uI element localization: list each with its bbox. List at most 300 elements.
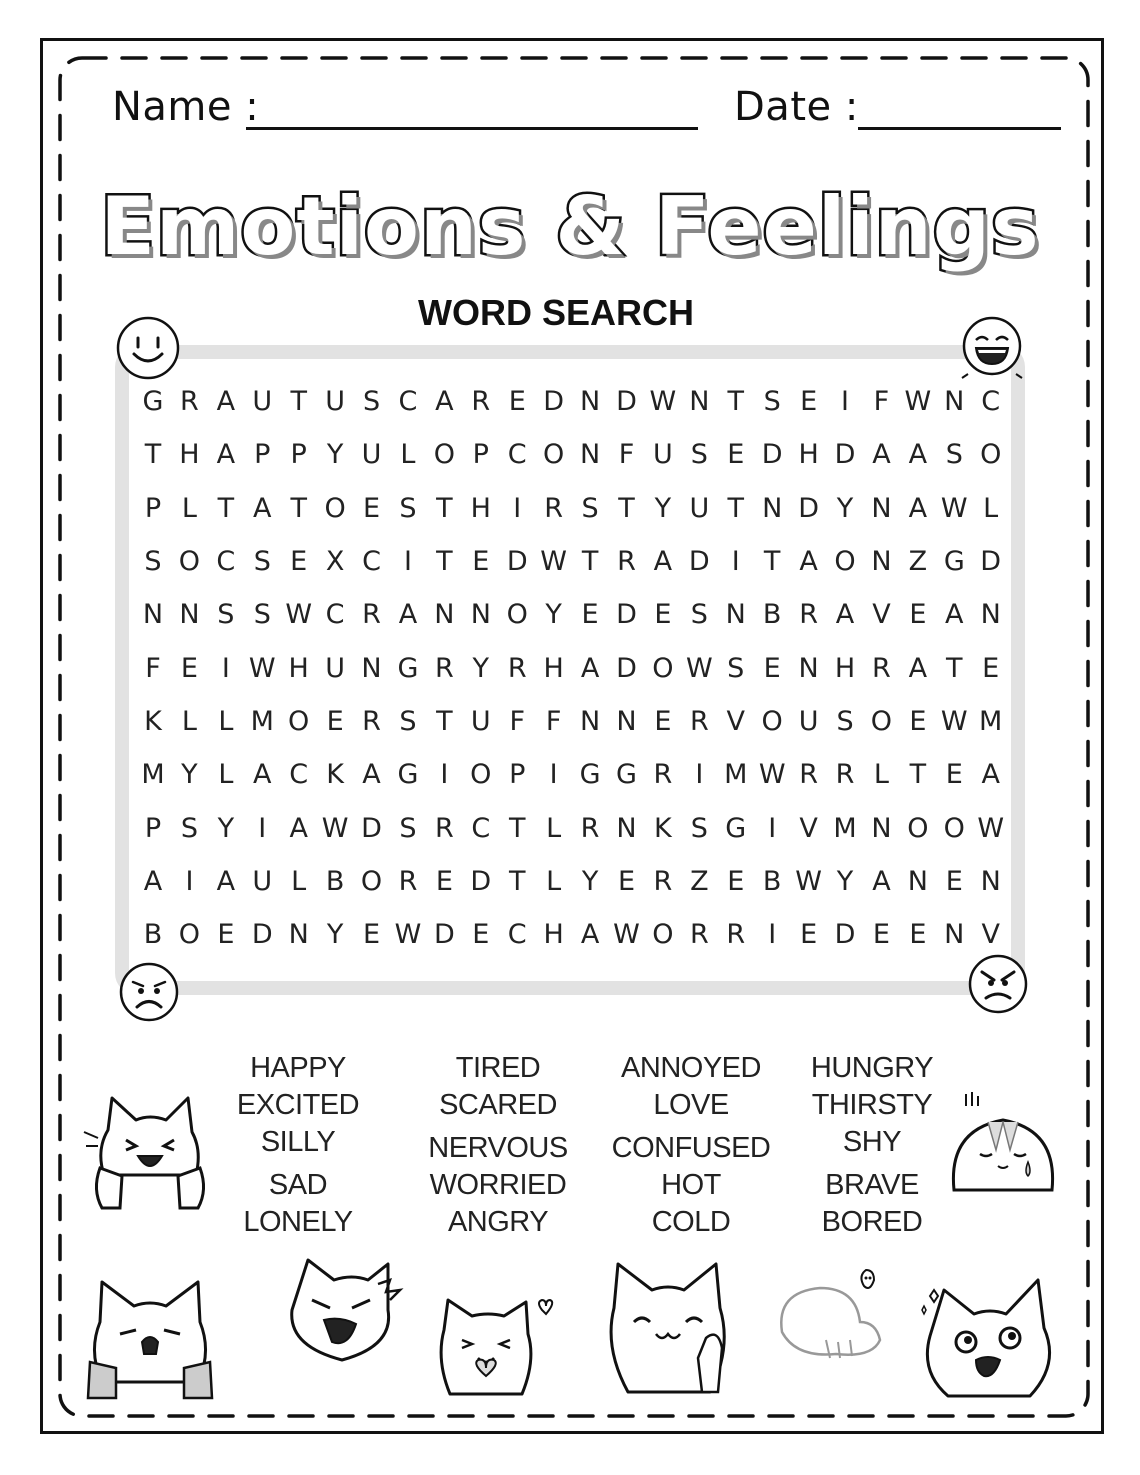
grid-letter[interactable]: P: [509, 759, 526, 791]
grid-letter[interactable]: U: [689, 492, 710, 524]
grid-letter[interactable]: N: [689, 386, 710, 418]
grid-letter[interactable]: D: [834, 439, 856, 471]
grid-letter[interactable]: R: [799, 599, 818, 631]
grid-letter[interactable]: U: [470, 705, 491, 737]
grid-letter[interactable]: D: [543, 386, 565, 418]
grid-letter[interactable]: N: [142, 599, 164, 631]
grid-letter[interactable]: T: [727, 492, 744, 524]
grid-letter[interactable]: U: [361, 439, 382, 471]
grid-letter[interactable]: E: [909, 705, 927, 737]
grid-letter[interactable]: S: [253, 546, 271, 578]
grid-letter[interactable]: L: [546, 865, 562, 897]
grid-letter[interactable]: P: [290, 439, 307, 471]
grid-letter[interactable]: N: [579, 386, 601, 418]
grid-letter[interactable]: O: [178, 919, 201, 951]
grid-letter[interactable]: C: [289, 759, 309, 791]
grid-letter[interactable]: E: [435, 865, 453, 897]
grid-letter[interactable]: S: [690, 599, 708, 631]
grid-letter[interactable]: A: [435, 386, 454, 418]
grid-letter[interactable]: G: [943, 546, 965, 578]
grid-letter[interactable]: S: [399, 705, 417, 737]
grid-letter[interactable]: S: [690, 439, 708, 471]
grid-letter[interactable]: D: [251, 919, 273, 951]
grid-letter[interactable]: A: [908, 439, 928, 471]
grid-letter[interactable]: I: [513, 492, 522, 524]
grid-letter[interactable]: T: [909, 759, 927, 791]
word-item: SCARED: [439, 1089, 557, 1121]
grid-letter[interactable]: R: [507, 652, 527, 684]
grid-letter[interactable]: C: [471, 812, 491, 844]
grid-letter[interactable]: E: [654, 599, 672, 631]
grid-letter[interactable]: O: [834, 546, 856, 578]
grid-letter[interactable]: M: [250, 705, 274, 737]
word-item: ANGRY: [447, 1206, 549, 1238]
grid-letter[interactable]: U: [798, 705, 819, 737]
grid-letter[interactable]: C: [216, 546, 236, 578]
grid-letter[interactable]: A: [289, 812, 308, 844]
grid-letter[interactable]: S: [690, 812, 708, 844]
grid-letter[interactable]: S: [217, 599, 235, 631]
grid-letter[interactable]: A: [143, 865, 163, 897]
grid-letter[interactable]: L: [400, 439, 416, 471]
grid-letter[interactable]: K: [654, 812, 672, 844]
grid-letter[interactable]: I: [221, 652, 230, 684]
heart-cat-icon: [432, 1280, 562, 1398]
grid-letter[interactable]: O: [178, 546, 201, 578]
grid-letter[interactable]: C: [325, 599, 345, 631]
grid-letter[interactable]: E: [982, 652, 1000, 684]
grid-letter[interactable]: N: [579, 705, 601, 737]
grid-letter[interactable]: E: [872, 919, 890, 951]
grid-letter[interactable]: S: [180, 812, 198, 844]
grid-letter[interactable]: D: [834, 919, 856, 951]
grid-letter[interactable]: W: [248, 652, 276, 684]
grid-letter[interactable]: V: [726, 705, 745, 737]
grid-letter[interactable]: H: [834, 652, 856, 684]
grid-letter[interactable]: B: [762, 599, 782, 631]
grid-letter[interactable]: E: [909, 599, 927, 631]
grid-letter[interactable]: R: [362, 599, 381, 631]
grid-letter[interactable]: T: [436, 492, 453, 524]
name-label: Name :: [112, 84, 260, 130]
grid-letter[interactable]: E: [472, 546, 490, 578]
angry-emoji-icon: [966, 952, 1030, 1016]
grid-letter[interactable]: E: [909, 919, 927, 951]
grid-letter[interactable]: O: [433, 439, 455, 471]
grid-letter[interactable]: I: [258, 812, 267, 844]
grid-letter[interactable]: E: [945, 865, 963, 897]
grid-letter[interactable]: S: [253, 599, 271, 631]
date-field[interactable]: [858, 127, 1061, 130]
grid-letter[interactable]: U: [653, 439, 673, 471]
grid-letter[interactable]: R: [180, 386, 199, 418]
grid-letter[interactable]: E: [727, 865, 745, 897]
grid-letter[interactable]: E: [654, 705, 672, 737]
grid-letter[interactable]: W: [394, 919, 422, 951]
grid-letter[interactable]: T: [508, 865, 526, 897]
grid-letter[interactable]: S: [362, 386, 381, 418]
grid-letter[interactable]: Y: [836, 492, 854, 524]
grid-letter[interactable]: N: [980, 865, 1001, 897]
grid-letter[interactable]: G: [616, 759, 637, 791]
grid-letter[interactable]: M: [979, 705, 1003, 737]
grid-letter[interactable]: T: [763, 546, 781, 578]
grid-letter[interactable]: F: [509, 705, 525, 737]
grid-letter[interactable]: A: [799, 546, 818, 578]
grid-letter[interactable]: A: [216, 865, 236, 897]
grid-letter[interactable]: E: [617, 865, 636, 897]
grid-letter[interactable]: O: [870, 705, 893, 737]
name-field[interactable]: [246, 127, 698, 130]
grid-letter[interactable]: T: [290, 492, 307, 524]
grid-letter[interactable]: G: [397, 652, 419, 684]
grid-letter[interactable]: R: [835, 759, 855, 791]
grid-letter[interactable]: A: [216, 439, 236, 471]
grid-letter[interactable]: G: [142, 386, 164, 418]
grid-letter[interactable]: V: [872, 599, 891, 631]
grid-letter[interactable]: K: [326, 759, 344, 791]
grid-letter[interactable]: O: [470, 759, 492, 791]
grid-letter[interactable]: E: [945, 759, 963, 791]
grid-letter[interactable]: L: [218, 705, 234, 737]
grid-letter[interactable]: N: [288, 919, 309, 951]
grid-row: [138, 855, 1006, 908]
grid-letter[interactable]: E: [508, 386, 526, 418]
grid-letter[interactable]: H: [543, 919, 564, 951]
grid-letter[interactable]: S: [399, 492, 417, 524]
grid-letter[interactable]: C: [981, 386, 1001, 418]
grid-letter[interactable]: H: [470, 492, 491, 524]
grid-letter[interactable]: H: [543, 652, 564, 684]
grid-letter[interactable]: F: [873, 386, 890, 418]
grid-letter[interactable]: W: [977, 812, 1005, 844]
grid-letter[interactable]: T: [581, 546, 599, 578]
grid-letter[interactable]: W: [795, 865, 822, 897]
grid-row: [138, 908, 1006, 961]
grid-letter[interactable]: M: [724, 759, 748, 791]
grid-letter[interactable]: C: [362, 546, 381, 578]
grid-letter[interactable]: N: [944, 919, 965, 951]
grid-letter[interactable]: A: [945, 599, 964, 631]
grid-letter[interactable]: N: [579, 439, 601, 471]
sad-emoji-icon: [117, 960, 181, 1024]
grid-letter[interactable]: L: [873, 759, 889, 791]
grid-letter[interactable]: S: [763, 386, 781, 418]
grid-letter[interactable]: N: [470, 599, 491, 631]
grid-letter[interactable]: O: [907, 812, 929, 844]
grid-letter[interactable]: Y: [326, 439, 344, 471]
grid-letter[interactable]: P: [144, 492, 162, 524]
grid-letter[interactable]: O: [506, 599, 528, 631]
word-item: NERVOUS: [428, 1132, 568, 1164]
grid-letter[interactable]: C: [507, 439, 527, 471]
grid-letter[interactable]: R: [434, 652, 454, 684]
grid-letter[interactable]: W: [540, 546, 567, 578]
grid-letter[interactable]: I: [440, 759, 449, 791]
smile-emoji-icon: [116, 316, 180, 380]
grid-letter[interactable]: A: [908, 652, 928, 684]
grid-letter[interactable]: O: [943, 812, 965, 844]
grid-letter[interactable]: L: [181, 492, 197, 524]
grid-letter[interactable]: E: [363, 919, 381, 951]
grid-letter[interactable]: T: [946, 652, 963, 684]
word-item: EXCITED: [236, 1089, 360, 1121]
grid-row: [138, 375, 1006, 428]
grid-letter[interactable]: P: [472, 439, 489, 471]
grid-letter[interactable]: C: [507, 919, 527, 951]
grid-letter[interactable]: F: [545, 705, 562, 737]
grid-letter[interactable]: N: [871, 546, 892, 578]
grid-letter[interactable]: Y: [545, 599, 562, 631]
grid-row: [138, 535, 1006, 588]
grid-letter[interactable]: A: [362, 759, 381, 791]
grid-letter[interactable]: U: [325, 386, 345, 418]
grid-letter[interactable]: Y: [181, 759, 198, 791]
grid-letter[interactable]: N: [980, 599, 1001, 631]
grid-letter[interactable]: E: [326, 705, 344, 737]
grid-letter[interactable]: S: [945, 439, 963, 471]
grid-letter[interactable]: A: [580, 919, 600, 951]
grid-letter[interactable]: R: [544, 492, 564, 524]
grid-letter[interactable]: A: [835, 599, 855, 631]
grid-letter[interactable]: K: [144, 705, 162, 737]
grid-letter[interactable]: O: [652, 652, 674, 684]
word-item: WORRIED: [429, 1169, 567, 1201]
grid-letter[interactable]: N: [762, 492, 783, 524]
word-item: TIRED: [455, 1052, 541, 1084]
grid-letter[interactable]: R: [434, 812, 454, 844]
grid-letter[interactable]: E: [363, 492, 381, 524]
grid-letter[interactable]: S: [399, 812, 417, 844]
grid-letter[interactable]: R: [653, 865, 673, 897]
grid-letter[interactable]: W: [649, 386, 677, 418]
grid-letter[interactable]: A: [872, 865, 891, 897]
grid-letter[interactable]: D: [980, 546, 1002, 578]
grid-letter[interactable]: T: [618, 492, 635, 524]
page-title: Emotions & Feelings: [100, 180, 1040, 273]
grid-letter[interactable]: O: [761, 705, 783, 737]
word-item: LONELY: [243, 1206, 353, 1238]
grid-letter[interactable]: R: [653, 759, 673, 791]
grid-letter[interactable]: W: [613, 919, 640, 951]
grid-letter[interactable]: L: [218, 759, 234, 791]
grid-letter[interactable]: I: [731, 546, 740, 578]
grid-letter[interactable]: Z: [690, 865, 709, 897]
grid-letter[interactable]: N: [616, 812, 637, 844]
grid-letter[interactable]: U: [325, 652, 345, 684]
grid-letter[interactable]: W: [940, 492, 968, 524]
grid-letter[interactable]: N: [434, 599, 455, 631]
grid-letter[interactable]: W: [321, 812, 349, 844]
grid-letter[interactable]: G: [579, 759, 601, 791]
grid-letter[interactable]: A: [253, 759, 272, 791]
grid-letter[interactable]: I: [403, 546, 412, 578]
grid-letter[interactable]: W: [904, 386, 932, 418]
laughing-cat-icon: [80, 1090, 220, 1215]
grid-letter[interactable]: R: [799, 759, 818, 791]
grid-letter[interactable]: Z: [908, 546, 928, 578]
grid-letter[interactable]: T: [436, 705, 453, 737]
grid-letter[interactable]: R: [872, 652, 891, 684]
grid-letter[interactable]: A: [908, 492, 928, 524]
word-item: HAPPY: [250, 1052, 346, 1084]
grid-letter[interactable]: F: [145, 652, 161, 684]
grid-letter[interactable]: V: [981, 919, 1000, 951]
grid-letter[interactable]: N: [798, 652, 819, 684]
grid-letter[interactable]: D: [470, 865, 492, 897]
grid-letter[interactable]: Y: [217, 812, 235, 844]
grid-letter[interactable]: G: [725, 812, 747, 844]
grid-letter[interactable]: A: [981, 759, 1000, 791]
grid-letter[interactable]: E: [290, 546, 308, 578]
grid-letter[interactable]: T: [217, 492, 235, 524]
grid-letter[interactable]: W: [758, 759, 786, 791]
grid-letter[interactable]: I: [695, 759, 704, 791]
grid-letter[interactable]: C: [398, 386, 418, 418]
grid-letter[interactable]: D: [688, 546, 710, 578]
grid-letter[interactable]: T: [290, 386, 307, 418]
grid-letter[interactable]: L: [181, 705, 197, 737]
grid-letter[interactable]: R: [471, 386, 491, 418]
grid-letter[interactable]: D: [361, 812, 382, 844]
grid-letter[interactable]: W: [940, 705, 968, 737]
grid-letter[interactable]: Y: [581, 865, 599, 897]
grid-letter[interactable]: N: [361, 652, 382, 684]
word-item: SHY: [842, 1126, 902, 1158]
grid-row: [138, 641, 1006, 694]
grid-letter[interactable]: A: [653, 546, 673, 578]
grid-letter[interactable]: S: [727, 652, 745, 684]
grid-letter[interactable]: E: [472, 919, 490, 951]
grid-letter[interactable]: R: [398, 865, 418, 897]
grid-letter[interactable]: Y: [654, 492, 672, 524]
grid-letter[interactable]: E: [180, 652, 198, 684]
grid-letter[interactable]: P: [144, 812, 162, 844]
grid-letter[interactable]: R: [689, 919, 709, 951]
grid-letter[interactable]: X: [325, 546, 345, 578]
grid-letter[interactable]: N: [616, 705, 637, 737]
word-item: COLD: [651, 1206, 731, 1238]
grid-letter[interactable]: E: [727, 439, 745, 471]
grid-letter[interactable]: T: [436, 546, 453, 578]
grid-letter[interactable]: I: [768, 812, 777, 844]
grid-letter[interactable]: W: [285, 599, 313, 631]
grid-letter[interactable]: O: [360, 865, 383, 897]
grid-letter[interactable]: H: [179, 439, 200, 471]
waving-cat-icon: [598, 1258, 738, 1396]
grid-letter[interactable]: A: [253, 492, 272, 524]
grid-row: [138, 588, 1006, 641]
word-item: BRAVE: [825, 1169, 919, 1201]
grid-letter[interactable]: B: [143, 919, 163, 951]
grid-letter[interactable]: I: [185, 865, 194, 897]
grid-letter[interactable]: V: [799, 812, 818, 844]
grid-letter[interactable]: D: [616, 652, 637, 684]
grid-letter[interactable]: R: [689, 705, 709, 737]
grid-letter[interactable]: W: [685, 652, 713, 684]
grid-letter[interactable]: L: [546, 812, 562, 844]
grid-letter[interactable]: D: [506, 546, 528, 578]
grid-letter[interactable]: O: [543, 439, 565, 471]
grid-letter[interactable]: R: [362, 705, 381, 737]
grid-letter[interactable]: P: [254, 439, 271, 471]
grid-letter[interactable]: I: [549, 759, 558, 791]
grid-letter[interactable]: L: [291, 865, 307, 897]
grid-letter[interactable]: E: [800, 386, 818, 418]
grid-letter[interactable]: D: [616, 599, 637, 631]
grid-letter[interactable]: I: [768, 919, 777, 951]
grid-letter[interactable]: N: [871, 492, 892, 524]
grid-letter[interactable]: S: [836, 705, 854, 737]
word-list-column-4: [772, 1050, 972, 1241]
crying-hamster-icon: [948, 1090, 1058, 1200]
grid-letter[interactable]: T: [727, 386, 744, 418]
grid-letter[interactable]: U: [252, 865, 273, 897]
grid-letter[interactable]: O: [652, 919, 674, 951]
sleeping-cat-icon: [776, 1262, 888, 1362]
grid-letter[interactable]: M: [833, 812, 857, 844]
grid-letter[interactable]: D: [798, 492, 819, 524]
grid-letter[interactable]: Y: [836, 865, 854, 897]
grid-letter[interactable]: D: [433, 919, 455, 951]
grid-letter[interactable]: O: [980, 439, 1002, 471]
grid-letter[interactable]: E: [800, 919, 818, 951]
grid-letter[interactable]: T: [144, 439, 162, 471]
grid-letter[interactable]: E: [581, 599, 599, 631]
grid-letter[interactable]: R: [726, 919, 746, 951]
grid-letter[interactable]: Y: [472, 652, 490, 684]
grid-letter[interactable]: T: [508, 812, 526, 844]
word-item: LOVE: [653, 1089, 729, 1121]
grid-letter[interactable]: S: [144, 546, 162, 578]
grid-letter[interactable]: D: [761, 439, 783, 471]
grid-letter[interactable]: B: [325, 865, 345, 897]
grid-letter[interactable]: A: [216, 386, 236, 418]
grid-letter[interactable]: N: [725, 599, 746, 631]
grid-letter[interactable]: A: [580, 652, 600, 684]
grid-letter[interactable]: R: [617, 546, 636, 578]
grid-letter[interactable]: N: [871, 812, 892, 844]
word-search-grid[interactable]: [138, 375, 1006, 961]
grid-letter[interactable]: M: [141, 759, 165, 791]
grid-letter[interactable]: O: [288, 705, 310, 737]
grid-letter[interactable]: G: [397, 759, 419, 791]
grid-letter[interactable]: U: [252, 386, 273, 418]
grid-letter[interactable]: L: [983, 492, 999, 524]
grid-letter[interactable]: D: [616, 386, 637, 418]
grid-letter[interactable]: B: [762, 865, 782, 897]
grid-letter[interactable]: A: [872, 439, 891, 471]
grid-letter[interactable]: I: [841, 386, 849, 418]
grid-letter[interactable]: E: [763, 652, 781, 684]
grid-letter[interactable]: H: [288, 652, 309, 684]
grid-letter[interactable]: N: [944, 386, 965, 418]
grid-letter[interactable]: F: [618, 439, 635, 471]
grid-letter[interactable]: E: [217, 919, 235, 951]
grid-letter[interactable]: N: [907, 865, 928, 897]
word-item: HUNGRY: [810, 1052, 934, 1084]
word-item: SAD: [268, 1169, 328, 1201]
grid-letter[interactable]: R: [580, 812, 600, 844]
grid-letter[interactable]: S: [581, 492, 599, 524]
grin-emoji-icon: [960, 316, 1024, 380]
grid-letter[interactable]: N: [179, 599, 200, 631]
grid-letter[interactable]: Y: [326, 919, 344, 951]
grid-letter[interactable]: O: [324, 492, 346, 524]
grid-letter[interactable]: H: [798, 439, 819, 471]
word-list-column-2: [398, 1050, 598, 1241]
grid-letter[interactable]: A: [398, 599, 418, 631]
